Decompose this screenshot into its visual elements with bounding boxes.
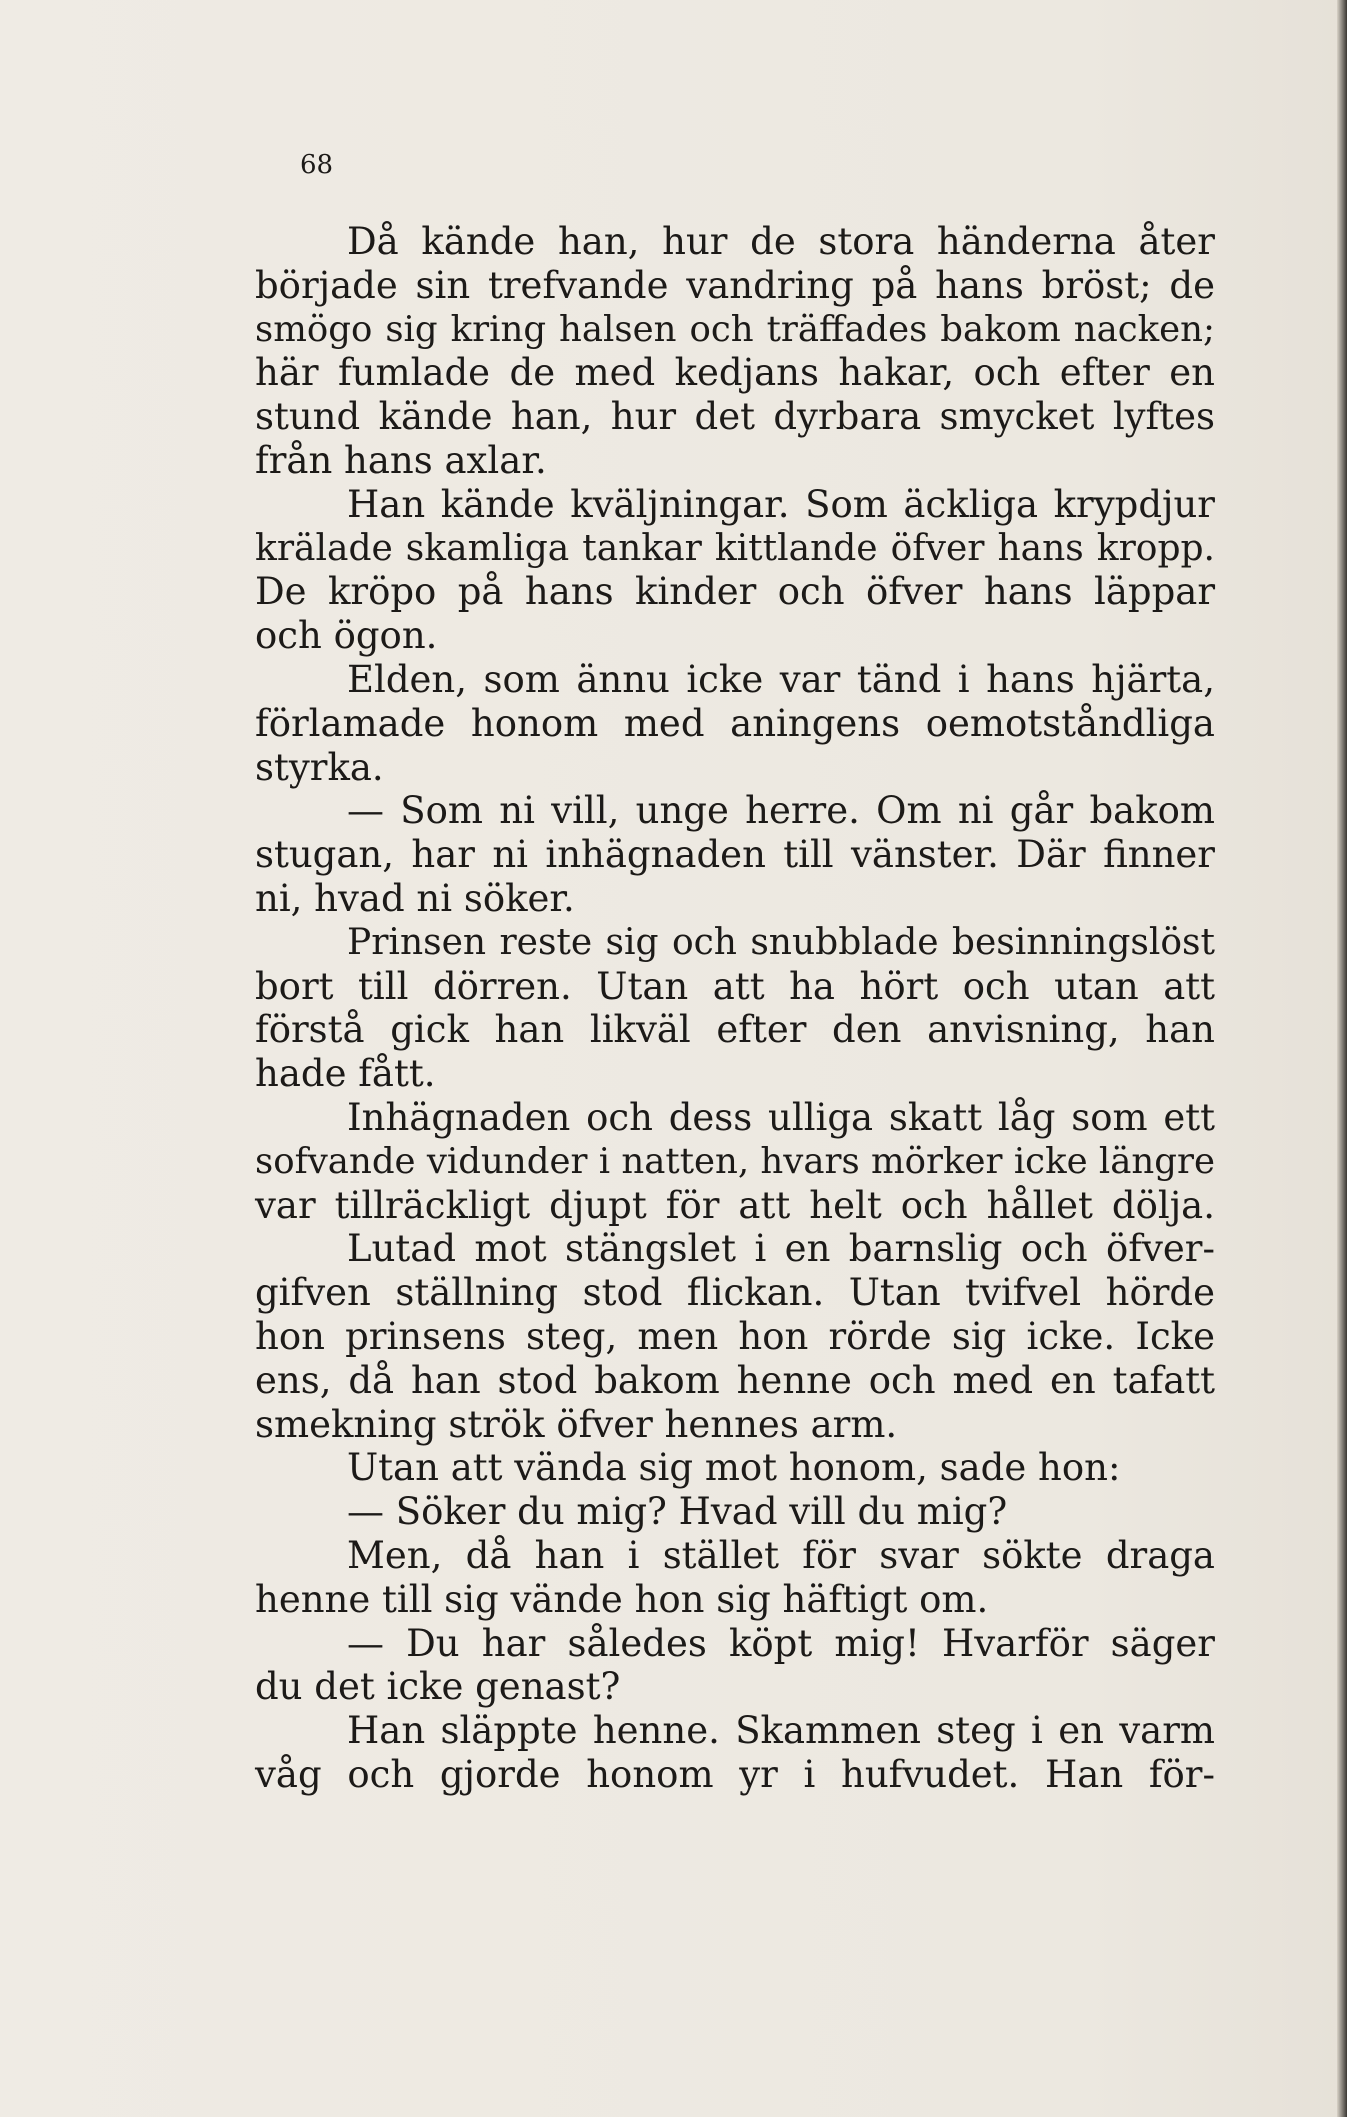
text-line: förstå gick han likväl efter den anvisning, han [255,1008,1215,1052]
text-line: hade fått. [255,1052,436,1096]
text-line: Lutad mot stängslet i en barnslig och öfver- [347,1227,1215,1271]
text-line: Prinsen reste sig och snubblade besinningslöst [347,921,1215,963]
text-line: Han släppte henne. Skammen steg i en varm [347,1709,1215,1753]
body-text [255,220,1215,1797]
text-line: började sin trefvande vandring på hans bröst; de [255,263,1215,307]
text-line: ni, hvad ni söker. [255,876,575,920]
text-line: smögo sig kring halsen och träffades bakom nacken; [255,308,1215,350]
text-line: från hans axlar. [255,438,547,482]
text-line: ens, då han stod bakom henne och med en tafatt [255,1358,1215,1402]
text-line: — Som ni vill, unge herre. Om ni går bakom [347,789,1215,833]
text-line: hon prinsens steg, men hon rörde sig icke. Icke [255,1314,1215,1358]
text-line: krälade skamliga tankar kittlande öfver hans kropp. [255,527,1215,569]
text-line: Men, då han i stället för svar sökte draga [347,1533,1215,1577]
text-line: styrka. [255,745,384,789]
text-line: Utan att vända sig mot honom, sade hon: [347,1446,1121,1490]
text-line: smekning strök öfver hennes arm. [255,1402,898,1446]
page-edge-shadow [1337,0,1347,2117]
text-line: här fumlade de med kedjans hakar, och efter en [255,351,1215,395]
text-line: och ögon. [255,614,438,658]
text-line: sofvande vidunder i natten, hvars mörker icke längre [255,1140,1215,1182]
text-line: bort till dörren. Utan att ha hört och utan att [255,964,1215,1008]
text-line: De kröpo på hans kinder och öfver hans läppar [255,570,1215,614]
page-number: 68 [300,150,334,180]
text-line: du det icke genast? [255,1665,621,1709]
text-line: stund kände han, hur det dyrbara smycket lyftes [255,395,1215,439]
text-line: — Du har således köpt mig! Hvarför säger [347,1621,1215,1665]
text-line: — Söker du mig? Hvad vill du mig? [347,1490,1008,1534]
text-line: förlamade honom med aningens oemotståndliga [255,701,1215,745]
text-line: Elden, som ännu icke var tänd i hans hjärta, [347,657,1215,701]
text-line: Inhägnaden och dess ulliga skatt låg som ett [347,1095,1215,1139]
text-line: Han kände kväljningar. Som äckliga krypdjur [347,482,1215,526]
text-line: var tillräckligt djupt för att helt och hållet dölja. [255,1183,1215,1227]
text-line: gifven ställning stod flickan. Utan tvifvel hörde [255,1271,1215,1315]
text-line: henne till sig vände hon sig häftigt om. [255,1577,989,1621]
text-line: stugan, har ni inhägnaden till vänster. Där finner [255,833,1215,877]
text-line: Då kände han, hur de stora händerna åter [347,220,1215,263]
text-line: våg och gjorde honom yr i hufvudet. Han för- [255,1752,1215,1796]
